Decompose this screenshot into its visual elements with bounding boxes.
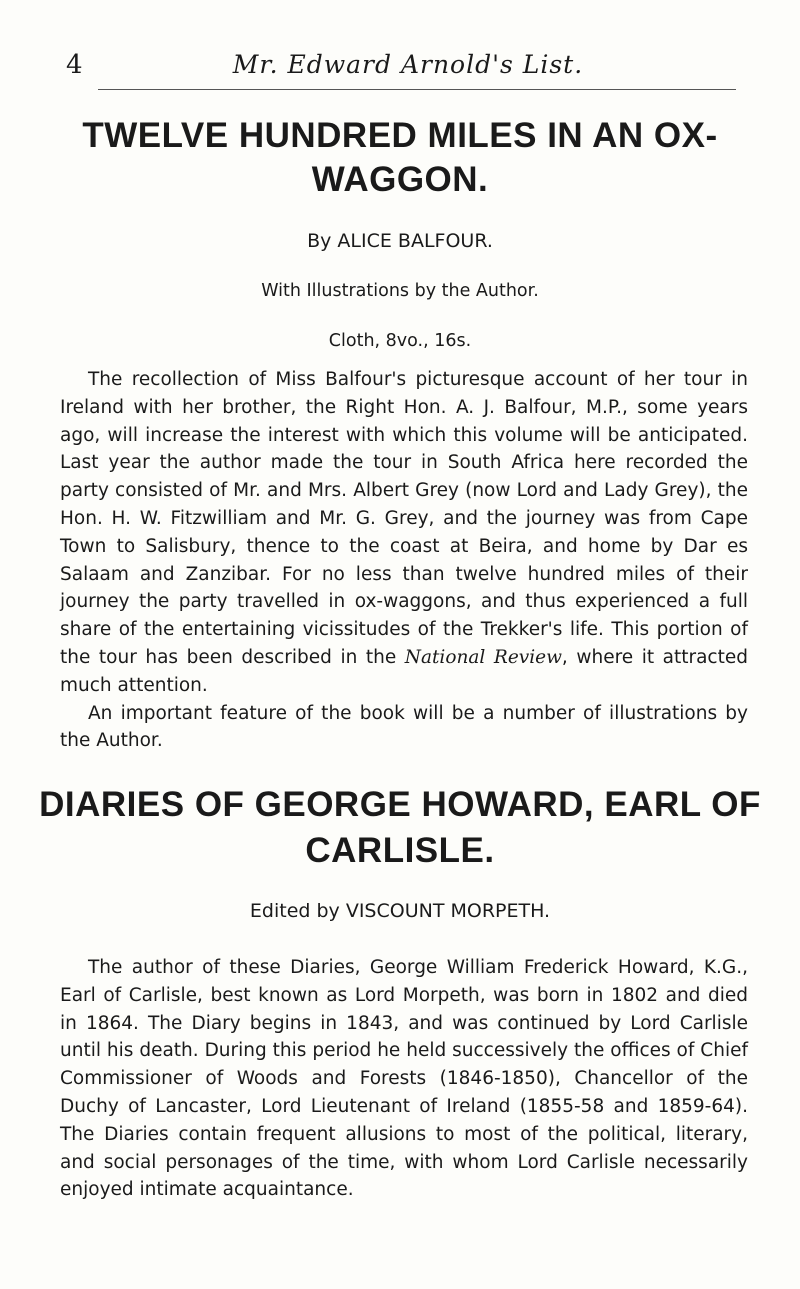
book1-description [60, 366, 748, 755]
book1-meta [0, 226, 800, 356]
book1-heading [0, 114, 800, 202]
book2-meta [0, 896, 800, 926]
book2-title-line1: DIARIES OF GEORGE HOWARD, EARL OF [39, 785, 761, 824]
book1-author: By ALICE BALFOUR. [307, 230, 493, 252]
book1-description-part2: , where it attracted much attention. [60, 646, 748, 696]
book1-description-second: An important feature of the book will be a number of illustrations by the Author. [60, 702, 748, 752]
book2-description-text: The author of these Diaries, George William Frederick Howard, K.G., Earl of Carlisle, best known as Lord Morpeth, was born in 1802 and died in 1864. The Diary begins in 1843, and was continued by Lord Carlisle until his death. During this period he held successively the offices of Chief Commissioner of Woods and Forests (1846-1850), Chancellor of the Duchy of Lancaster, Lord Lieutenant of Ireland (1855-58 and 1859-64). The Diaries contain frequent allusions to most of the political, literary, and social personages of the time, with whom Lord Carlisle necessarily enjoyed intimate acquaintance. [60, 957, 748, 1201]
running-head [58, 50, 758, 90]
page-number: 4 [66, 50, 83, 80]
book2-heading [0, 782, 800, 874]
book2-editor: Edited by VISCOUNT MORPETH. [249, 900, 551, 922]
header-rule [98, 89, 736, 90]
book1-price: Cloth, 8vo., 16s. [328, 331, 472, 351]
book1-review-title: National Review [404, 646, 562, 668]
book2-description [60, 954, 748, 1204]
book1-title-line1: TWELVE HUNDRED MILES IN AN OX- [82, 116, 718, 155]
book2-title-line2: CARLISLE. [305, 831, 495, 870]
running-head-title: Mr. Edward Arnold's List. [232, 50, 584, 79]
book1-description-part1: The recollection of Miss Balfour's picturesque account of her tour in Ireland with her brother, the Right Hon. A. J. Balfour, M.P., some years ago, will increase the interest with which this volume will be anticipated. Last year the author made the tour in South Africa here recorded the party consisted of Mr. and Mrs. Albert Grey (now Lord and Lady Grey), the Hon. H. W. Fitzwilliam and Mr. G. Grey, and the journey was from Cape Town to Salisbury, thence to the coast at Beira, and home by Dar es Salaam and Zanzibar. For no less than twelve hundred miles of their journey the party travelled in ox-waggons, and thus experienced a full share of the entertaining vicissitudes of the Trekker's life. This portion of the tour has been described in the [60, 369, 748, 668]
book1-title-line2: WAGGON. [311, 160, 489, 199]
book1-illustrations: With Illustrations by the Author. [261, 281, 539, 301]
